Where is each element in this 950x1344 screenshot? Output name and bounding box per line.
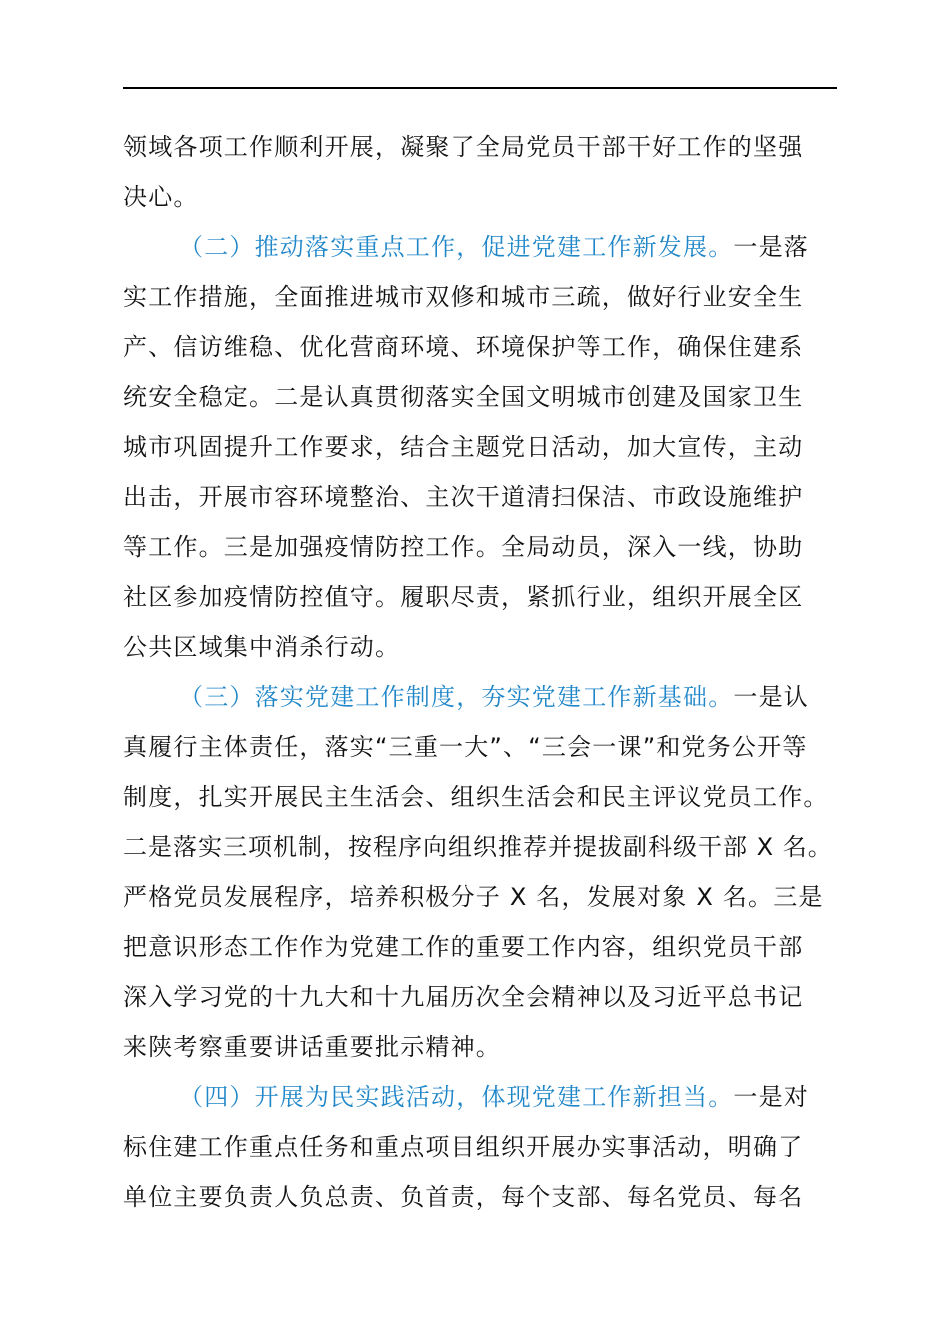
body-line: 单位主要负责人负总责、负首责，每个支部、每名党员、每名 bbox=[123, 1183, 804, 1211]
body-line: 统安全稳定。二是认真贯彻落实全国文明城市创建及国家卫生 bbox=[123, 383, 804, 411]
body-line: 制度，扎实开展民主生活会、组织生活会和民主评议党员工作。 bbox=[123, 783, 829, 811]
body-line: 领域各项工作顺利开展，凝聚了全局党员干部干好工作的坚强 bbox=[123, 133, 804, 161]
body-line: 二是落实三项机制，按程序向组织推荐并提拔副科级干部 X 名。 bbox=[123, 833, 833, 861]
body-line: 城市巩固提升工作要求，结合主题党日活动，加大宣传，主动 bbox=[123, 433, 804, 461]
section-heading-line: （三）落实党建工作制度，夯实党建工作新基础。一是认 bbox=[179, 683, 810, 711]
body-line: 公共区域集中消杀行动。 bbox=[123, 633, 401, 661]
body-line: 标住建工作重点任务和重点项目组织开展办实事活动，明确了 bbox=[123, 1133, 804, 1161]
body-line: 等工作。三是加强疫情防控工作。全局动员，深入一线，协助 bbox=[123, 533, 804, 561]
body-line: 决心。 bbox=[123, 183, 199, 211]
section-heading-line: （二）推动落实重点工作，促进党建工作新发展。一是落 bbox=[179, 233, 810, 261]
body-line: 深入学习党的十九大和十九届历次全会精神以及习近平总书记 bbox=[123, 983, 804, 1011]
section-heading-4: （四）开展为民实践活动，体现党建工作新担当。 bbox=[179, 1083, 734, 1111]
body-line: 真履行主体责任，落实“三重一大”、“三会一课”和党务公开等 bbox=[123, 733, 808, 761]
body-line: 把意识形态工作作为党建工作的重要工作内容，组织党员干部 bbox=[123, 933, 804, 961]
section-heading-3: （三）落实党建工作制度，夯实党建工作新基础。 bbox=[179, 683, 734, 711]
body-line: 出击，开展市容环境整治、主次干道清扫保洁、市政设施维护 bbox=[123, 483, 804, 511]
body-line: 来陕考察重要讲话重要批示精神。 bbox=[123, 1033, 501, 1061]
body-line: 产、信访维稳、优化营商环境、环境保护等工作，确保住建系 bbox=[123, 333, 804, 361]
body-line: 实工作措施，全面推进城市双修和城市三疏，做好行业安全生 bbox=[123, 283, 804, 311]
body-line: 社区参加疫情防控值守。履职尽责，紧抓行业，组织开展全区 bbox=[123, 583, 804, 611]
header-rule bbox=[123, 87, 837, 89]
body-line: 严格党员发展程序，培养积极分子 X 名，发展对象 X 名。三是 bbox=[123, 883, 824, 911]
section-heading-line: （四）开展为民实践活动，体现党建工作新担当。一是对 bbox=[179, 1083, 810, 1111]
section-heading-2: （二）推动落实重点工作，促进党建工作新发展。 bbox=[179, 233, 734, 261]
